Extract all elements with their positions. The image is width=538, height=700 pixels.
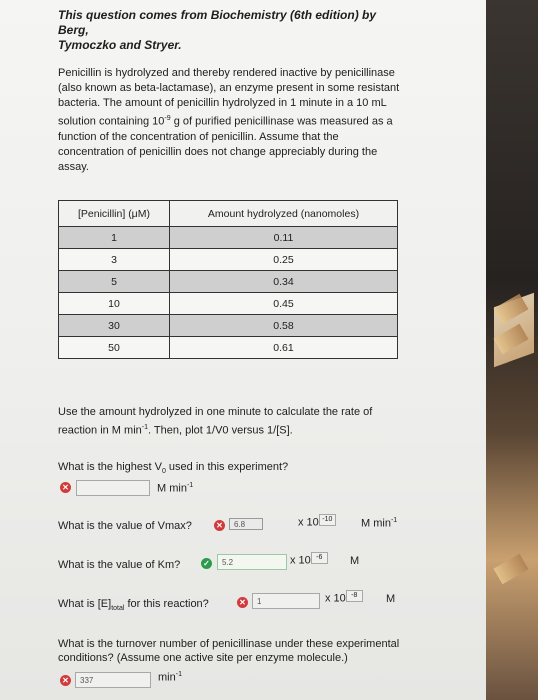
v0-unit: M $\min^{-1}$ bbox=[157, 482, 194, 495]
incorrect-icon: ✕ bbox=[214, 520, 225, 531]
problem-line: concentration of penicillin does not change appreciably during the bbox=[58, 145, 378, 158]
table-row bbox=[59, 227, 398, 249]
table-row bbox=[59, 249, 398, 271]
table-row bbox=[59, 315, 398, 337]
problem-line: function of the concentration of penicillin. Assume that the bbox=[58, 130, 339, 143]
question-highest-v0: What is the highest $V_0$ used in this experiment? bbox=[58, 461, 289, 476]
question-km: What is the value of Km? bbox=[58, 559, 181, 571]
km-exponent-input[interactable]: -6 bbox=[311, 552, 328, 564]
turnover-answer-input[interactable]: 337 bbox=[75, 672, 151, 688]
table-cell: 0.58 bbox=[170, 315, 398, 337]
table-row bbox=[59, 293, 398, 315]
correct-icon: ✓ bbox=[201, 558, 212, 569]
table-cell: 0.34 bbox=[170, 271, 398, 293]
table-cell: 5 bbox=[59, 271, 170, 293]
instructions bbox=[58, 405, 418, 439]
table-row bbox=[59, 271, 398, 293]
question-turnover-line: conditions? (Assume one active site per enzyme molecule.) bbox=[58, 652, 348, 664]
problem-line: assay. bbox=[58, 160, 89, 173]
km-unit: M bbox=[350, 555, 360, 567]
table-cell: 10 bbox=[59, 293, 170, 315]
table-row bbox=[59, 337, 398, 359]
km-answer-input[interactable]: 5.2 bbox=[217, 554, 287, 570]
v0-answer-input[interactable] bbox=[76, 480, 150, 496]
source-note bbox=[58, 8, 398, 53]
table-cell: 30 bbox=[59, 315, 170, 337]
vmax-exponent-input[interactable]: -10 bbox=[319, 514, 336, 526]
table-cell: 0.25 bbox=[170, 249, 398, 271]
vmax-unit: M $\min^{-1}$ bbox=[361, 517, 398, 530]
data-table bbox=[58, 200, 398, 359]
question-turnover-line: What is the turnover number of penicillinase under these experimental bbox=[58, 638, 400, 650]
source-note-line-2: Tymoczko and Stryer. bbox=[58, 38, 182, 52]
problem-statement bbox=[58, 66, 433, 175]
source-note-line-1: This question comes from Biochemistry (6th edition) by Berg, bbox=[58, 8, 377, 37]
question-turnover bbox=[58, 637, 478, 665]
table-cell: 0.45 bbox=[170, 293, 398, 315]
instructions-line: Use the amount hydrolyzed in one minute to calculate the rate of bbox=[58, 406, 373, 418]
etotal-answer-input[interactable]: 1 bbox=[252, 593, 320, 609]
km-exponent: x 10 -6 bbox=[290, 552, 328, 568]
etotal-exponent: x 10 -8 bbox=[325, 590, 363, 606]
incorrect-icon: ✕ bbox=[60, 482, 71, 493]
incorrect-icon: ✕ bbox=[237, 597, 248, 608]
background-photo-edge bbox=[486, 0, 538, 700]
problem-line: solution containing $10^{-9}$ g of purified penicillinase was measured as a bbox=[58, 115, 393, 128]
turnover-unit: $\min^{-1}$ bbox=[158, 671, 182, 684]
etotal-exponent-input[interactable]: -8 bbox=[346, 590, 363, 602]
etotal-unit: M bbox=[386, 593, 396, 605]
vmax-answer-input[interactable]: 6.8 bbox=[229, 518, 263, 530]
table-cell: 50 bbox=[59, 337, 170, 359]
incorrect-icon: ✕ bbox=[60, 675, 71, 686]
column-header: Amount hydrolyzed (nanomoles) bbox=[170, 201, 398, 227]
question-vmax: What is the value of Vmax? bbox=[58, 520, 192, 532]
problem-line: bacteria. The amount of penicillin hydrolyzed in 1 minute in a 10 mL bbox=[58, 97, 387, 109]
table-cell: 1 bbox=[59, 227, 170, 249]
column-header: [Penicillin] (μM) bbox=[59, 201, 170, 227]
table-header-row bbox=[59, 201, 398, 227]
table-cell: 3 bbox=[59, 249, 170, 271]
question-etotal: What is $[E]_{total}$ for this reaction? bbox=[58, 598, 209, 613]
table-cell: 0.11 bbox=[170, 227, 398, 249]
vmax-exponent: x 10 -10 bbox=[298, 514, 336, 530]
instructions-line: reaction in M $\min^{-1}$. Then, plot 1/V0 versus 1/[S]. bbox=[58, 424, 293, 437]
problem-line: Penicillin is hydrolyzed and thereby rendered inactive by penicillinase bbox=[58, 67, 395, 79]
problem-line: (also known as beta-lactamase), an enzyme present in some resistant bbox=[58, 82, 400, 94]
table-cell: 0.61 bbox=[170, 337, 398, 359]
